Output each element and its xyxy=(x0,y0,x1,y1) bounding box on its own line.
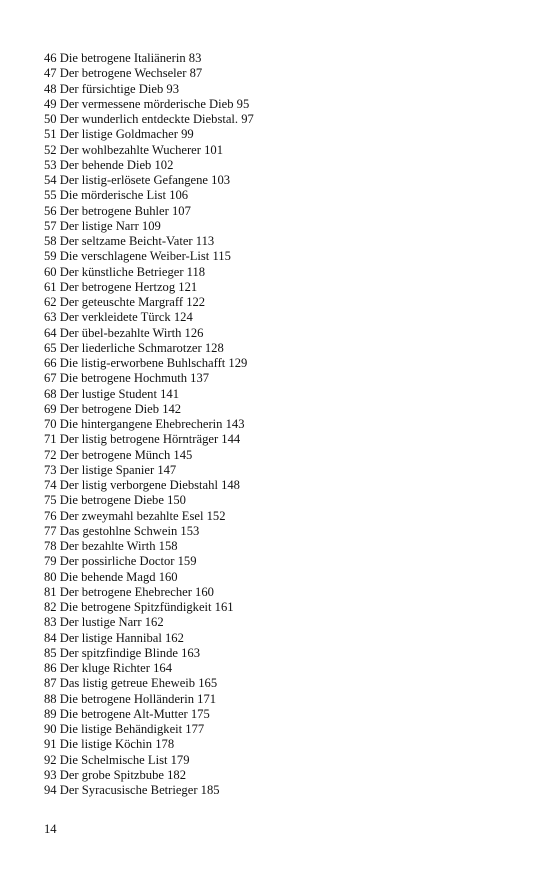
toc-entry: 52 Der wohlbezahlte Wucherer 101 xyxy=(44,142,223,157)
toc-entry: 46 Die betrogene Italiänerin 83 xyxy=(44,51,202,65)
toc-entry: 55 Die mörderische List 106 xyxy=(44,188,189,203)
toc-entry: 80 Die behende Magd 160 xyxy=(44,569,178,584)
toc-entry: 47 Der betrogene Wechseler 87 xyxy=(44,66,203,81)
toc-entry: 85 Der spitzfindige Blinde 163 xyxy=(44,645,200,660)
toc-entry: 93 Der grobe Spitzbube 182 xyxy=(44,767,186,782)
toc-entry: 81 Der betrogene Ehebrecher 160 xyxy=(44,584,214,599)
toc-entry: 62 Der geteuschte Margraff 122 xyxy=(44,295,206,309)
toc-entry: 63 Der verkleidete Türck 124 xyxy=(44,310,193,325)
toc-entry: 72 Der betrogene Münch 145 xyxy=(44,447,193,462)
toc-entry: 84 Der listige Hannibal 162 xyxy=(44,630,184,645)
toc-entry: 88 Die betrogene Holländerin 171 xyxy=(44,691,217,706)
toc-entry: 94 Der Syracusische Betrieger 185 xyxy=(44,783,220,797)
toc-entry: 91 Die listige Köchin 178 xyxy=(44,737,175,752)
toc-entry: 66 Die listig-erworbene Buhlschafft 129 xyxy=(44,356,248,370)
toc-entry: 86 Der kluge Richter 164 xyxy=(44,661,173,675)
toc-entry: 51 Der listige Goldmacher 99 xyxy=(44,127,194,142)
toc-entry: 71 Der listig betrogene Hörnträger 144 xyxy=(44,432,241,447)
toc-entry: 58 Der seltzame Beicht-Vater 113 xyxy=(44,234,215,248)
toc-entry: 50 Der wunderlich entdeckte Diebstal. 97 xyxy=(44,112,254,126)
toc-entry: 83 Der lustige Narr 162 xyxy=(44,615,164,630)
toc-entry: 67 Die betrogene Hochmuth 137 xyxy=(44,371,210,386)
table-of-contents xyxy=(44,51,254,798)
toc-entry: 76 Der zweymahl bezahlte Esel 152 xyxy=(44,508,226,523)
toc-entry: 74 Der listig verborgene Diebstahl 148 xyxy=(44,478,240,492)
toc-entry: 73 Der listige Spanier 147 xyxy=(44,462,177,477)
toc-entry: 70 Die hintergangene Ehebrecherin 143 xyxy=(44,417,245,431)
toc-entry: 53 Der behende Dieb 102 xyxy=(44,157,174,172)
toc-entry: 68 Der lustige Student 141 xyxy=(44,386,180,401)
toc-entry: 57 Der listige Narr 109 xyxy=(44,218,161,233)
toc-entry: 60 Der künstliche Betrieger 118 xyxy=(44,264,206,279)
toc-entry: 90 Die listige Behändigkeit 177 xyxy=(44,722,205,736)
toc-entry: 92 Die Schelmische List 179 xyxy=(44,752,190,767)
toc-entry: 75 Die betrogene Diebe 150 xyxy=(44,493,186,508)
toc-entry: 61 Der betrogene Hertzog 121 xyxy=(44,279,198,294)
toc-entry: 49 Der vermessene mörderische Dieb 95 xyxy=(44,96,250,111)
toc-entry: 78 Der bezahlte Wirth 158 xyxy=(44,539,178,553)
toc-entry: 48 Der fürsichtige Dieb 93 xyxy=(44,81,179,96)
toc-entry: 56 Der betrogene Buhler 107 xyxy=(44,203,191,218)
toc-entry: 64 Der übel-bezahlte Wirth 126 xyxy=(44,325,204,340)
page-number: 14 xyxy=(44,822,57,836)
toc-entry: 77 Das gestohlne Schwein 153 xyxy=(44,523,200,538)
toc-entry: 89 Die betrogene Alt-Mutter 175 xyxy=(44,706,210,721)
toc-entry: 79 Der possirliche Doctor 159 xyxy=(44,554,197,569)
toc-entry: 59 Die verschlagene Weiber-List 115 xyxy=(44,249,231,264)
toc-entry: 54 Der listig-erlösete Gefangene 103 xyxy=(44,173,231,187)
toc-entry: 65 Der liederliche Schmarotzer 128 xyxy=(44,340,224,355)
toc-entry: 69 Der betrogene Dieb 142 xyxy=(44,401,182,416)
toc-entry: 82 Die betrogene Spitzfündigkeit 161 xyxy=(44,600,234,614)
toc-entry: 87 Das listig getreue Eheweib 165 xyxy=(44,676,218,691)
